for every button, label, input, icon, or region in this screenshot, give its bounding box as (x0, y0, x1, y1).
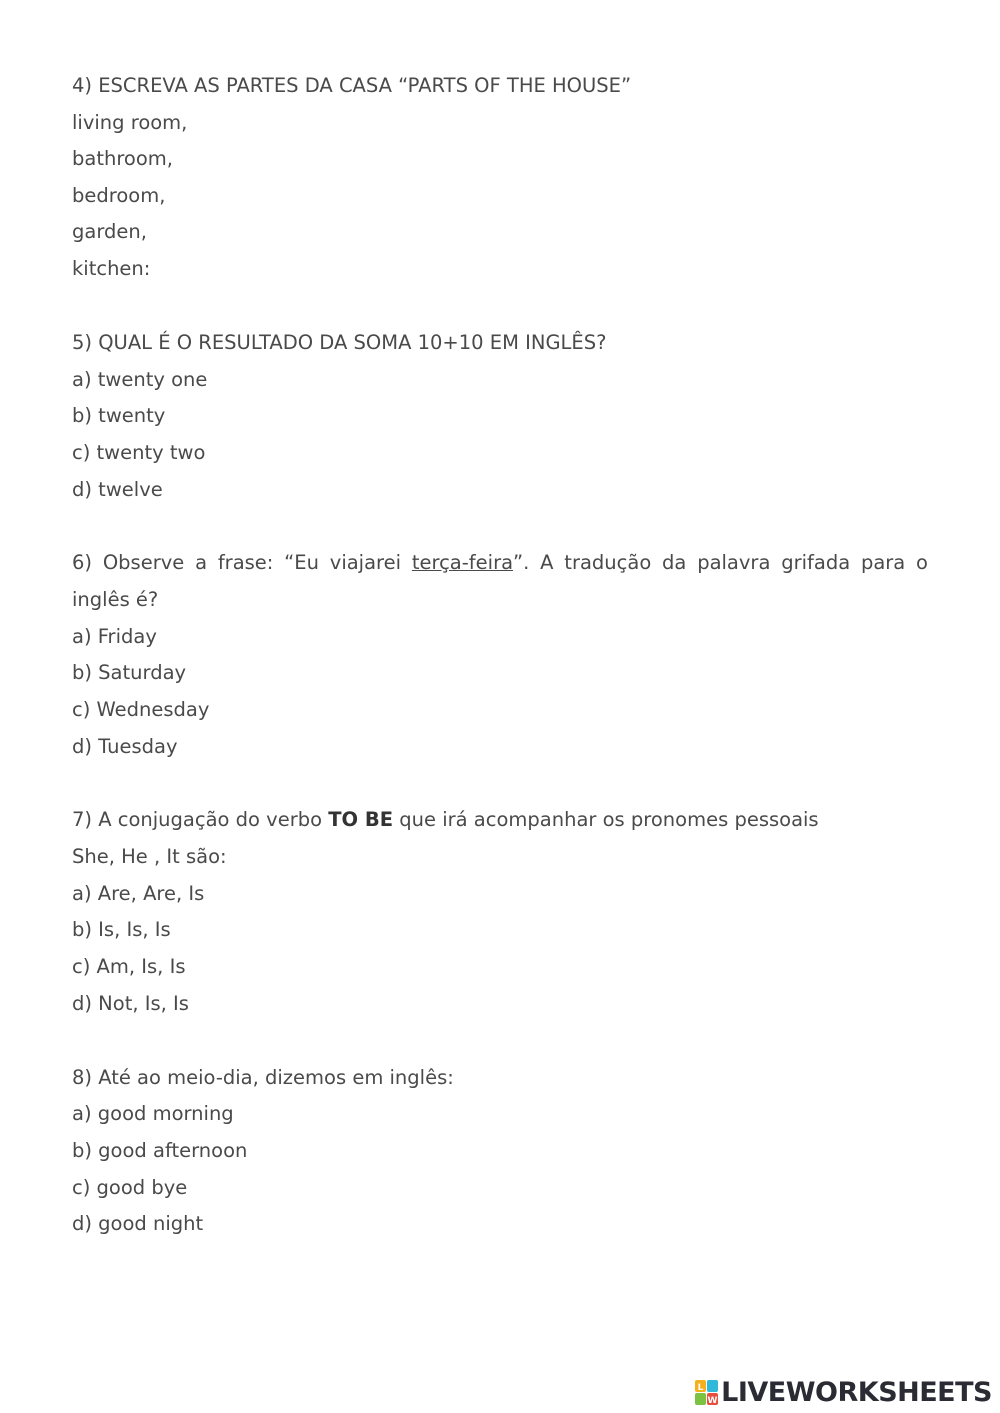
option-c: c) twenty two (72, 441, 206, 464)
option-a: a) twenty one (72, 368, 208, 391)
logo-letter-w: W (707, 1396, 718, 1406)
question-7-line2: She, He , It são: (72, 845, 227, 868)
question-5-title: 5) QUAL É O RESULTADO DA SOMA 10+10 EM INGLÊS? (72, 331, 607, 354)
underlined-word: terça-feira (411, 551, 514, 574)
answer-line: bedroom, (72, 184, 166, 207)
question-7-suffix: que irá acompanhar os pronomes pessoais (393, 808, 819, 831)
option-d: d) good night (72, 1212, 204, 1235)
option-b: b) Is, Is, Is (72, 918, 171, 941)
option-c: c) Wednesday (72, 698, 210, 721)
liveworksheets-logo (695, 1378, 992, 1408)
question-6-prefix: 6) Observe a frase: “Eu viajarei (72, 551, 412, 574)
option-d: d) twelve (72, 478, 163, 501)
option-c: c) good bye (72, 1176, 188, 1199)
option-d: d) Not, Is, Is (72, 992, 189, 1015)
option-d: d) Tuesday (72, 735, 178, 758)
question-6-line2: inglês é? (72, 588, 159, 611)
option-c: c) Am, Is, Is (72, 955, 186, 978)
option-b: b) good afternoon (72, 1139, 248, 1162)
logo-letter-l: L (697, 1383, 704, 1393)
question-7-prefix: 7) A conjugação do verbo (72, 808, 329, 831)
option-b: b) Saturday (72, 661, 187, 684)
option-b: b) twenty (72, 404, 166, 427)
question-6-title (72, 551, 928, 575)
question-6-suffix: ”. A tradução da palavra grifada para o (513, 551, 928, 574)
option-a: a) Are, Are, Is (72, 882, 205, 905)
option-a: a) Friday (72, 625, 157, 648)
bold-term: TO BE (328, 808, 394, 831)
answer-line: living room, (72, 111, 188, 134)
logo-text: LIVEWORKSHEETS (721, 1377, 992, 1408)
answer-line: kitchen: (72, 257, 151, 280)
question-7-title (72, 808, 819, 832)
option-a: a) good morning (72, 1102, 234, 1125)
question-4-title: 4) ESCREVA AS PARTES DA CASA “PARTS OF THE HOUSE” (72, 74, 632, 97)
logo-mark-icon (695, 1380, 719, 1406)
answer-line: garden, (72, 220, 147, 243)
answer-line: bathroom, (72, 147, 173, 170)
question-8-title: 8) Até ao meio-dia, dizemos em inglês: (72, 1066, 454, 1089)
